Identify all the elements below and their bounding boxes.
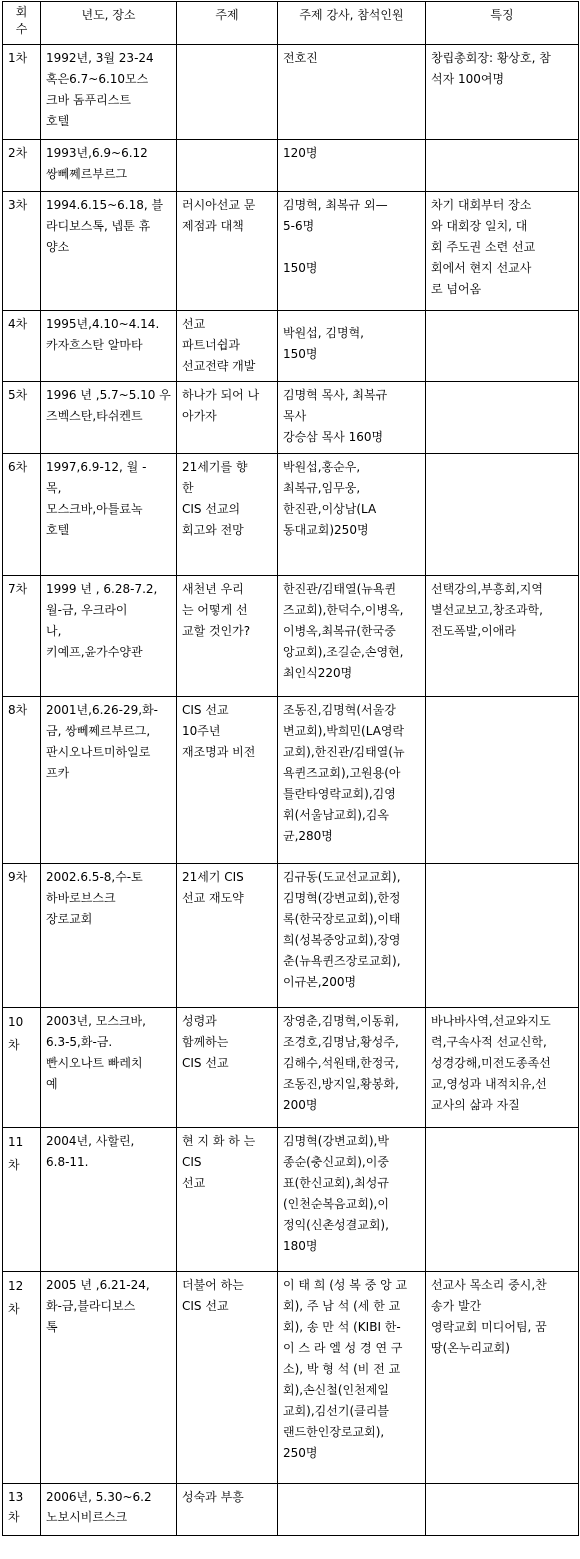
theme [177,45,278,140]
theme: 21세기를 향 한 CIS 선교의 회고와 전망 [177,454,278,576]
features [426,454,579,576]
theme: 새천년 우리 는 어떻게 선 교할 것인가? [177,576,278,697]
theme: CIS 선교 10주년 재조명과 비전 [177,697,278,864]
date-place: 1996 년 ,5.7~5.10 우 즈벡스탄,타쉬켄트 [41,382,177,454]
session-number: 7차 [3,576,41,697]
speakers-attendance: 김명혁 목사, 최복규 목사 강승삼 목사 160명 [278,382,426,454]
header-speakers-attendance: 주제 강사, 참석인원 [278,2,426,45]
session-number: 9차 [3,864,41,1008]
features [426,1128,579,1272]
speakers-attendance: 박원섭, 김명혁, 150명 [278,311,426,382]
table-row [3,1272,579,1484]
speakers-attendance: 김명혁(강변교회),박 종순(충신교회),이중 표(한신교회),최성규 (인천순복음교회),이 정익(신촌성결교회), 180명 [278,1128,426,1272]
session-number: 11 차 [3,1128,41,1272]
session-number: 4차 [3,311,41,382]
features: 창립총회장: 황상호, 참 석자 100여명 [426,45,579,140]
table-row [3,697,579,864]
date-place: 1993년,6.9~6.12 쌍뻬쩨르부르그 [41,140,177,192]
speakers-attendance: 전호진 [278,45,426,140]
theme: 더불어 하는 CIS 선교 [177,1272,278,1484]
features [426,864,579,1008]
theme: 선교 파트너쉽과 선교전략 개발 [177,311,278,382]
session-number: 1차 [3,45,41,140]
date-place: 1994.6.15~6.18, 블 라디보스톡, 넵툰 휴 양소 [41,192,177,311]
theme: 현 지 화 하 는 CIS 선교 [177,1128,278,1272]
features: 차기 대회부터 장소 와 대회장 일치, 대 회 주도권 소련 선교 회에서 현지 선교사 로 넘어옴 [426,192,579,311]
date-place: 1992년, 3월 23-24 혹은6.7~6.10모스 크바 돔푸리스트 호텔 [41,45,177,140]
features: 바나바사역,선교와지도 력,구속사적 선교신학, 성경강해,미전도종족선 교,영성과 내적치유,선 교사의 삶과 자질 [426,1008,579,1128]
theme [177,140,278,192]
session-number: 10 차 [3,1008,41,1128]
table-row [3,45,579,140]
speakers-attendance: 120명 [278,140,426,192]
date-place: 2005 년 ,6.21-24, 화-금,블라디보스 톡 [41,1272,177,1484]
features [426,140,579,192]
date-place: 2003년, 모스크바, 6.3-5,화-금. 빤시오나트 빠레치 예 [41,1008,177,1128]
speakers-attendance: 박원섭,홍순우, 최복규,임무웅, 한진관,이상남(LA 동대교회)250명 [278,454,426,576]
speakers-attendance: 조동진,김명혁(서울강 변교회),박희민(LA영락 교회),한진관/김태열(뉴 욕퀸즈교회),고원용(아 틀란타영락교회),김영 휘(서울남교회),김옥 균,280명 [278,697,426,864]
table-row [3,576,579,697]
date-place: 2002.6.5-8,수-토 하바로브스크 장로교회 [41,864,177,1008]
conference-history-table [2,1,579,1536]
table-row [3,864,579,1008]
header-theme: 주제 [177,2,278,45]
features [426,697,579,864]
theme: 하나가 되어 나 아가자 [177,382,278,454]
table-row [3,1008,579,1128]
features [426,311,579,382]
date-place: 1995년,4.10~4.14. 카자흐스탄 알마타 [41,311,177,382]
header-row [3,2,579,45]
date-place: 1999 년 , 6.28-7.2, 월-금, 우크라이 나, 키예프,윤가수양관 [41,576,177,697]
date-place: 2001년,6.26-29,화- 금, 쌍뻬쩨르부르그, 판시오나트미하일로 프카 [41,697,177,864]
date-place: 1997,6.9-12, 월 - 목, 모스크바,아틀료녹 호텔 [41,454,177,576]
header-features: 특징 [426,2,579,45]
session-number: 6차 [3,454,41,576]
session-number: 8차 [3,697,41,864]
features [426,1484,579,1536]
table-body [3,45,579,1536]
session-number: 3차 [3,192,41,311]
session-number: 12 차 [3,1272,41,1484]
theme: 21세기 CIS 선교 재도약 [177,864,278,1008]
session-number: 13 차 [3,1484,41,1536]
header-session-number: 회 수 [3,2,41,45]
theme: 러시아선교 문 제점과 대책 [177,192,278,311]
session-number: 2차 [3,140,41,192]
speakers-attendance: 한진관/김태열(뉴욕퀸 즈교회),한덕수,이병옥, 이병옥,최복규(한국중 앙교회),조길순,손영현, 최인식220명 [278,576,426,697]
features: 선교사 목소리 중시,찬 송가 발간 영락교회 미디어팀, 꿈 땅(온누리교회) [426,1272,579,1484]
speakers-attendance: 이 태 희 (성 복 중 앙 교 회), 주 남 석 (세 한 교 회), 송 만 석 (KIBI 한- 이 스 라 엘 성 경 연 구 소), 박 형 석 (비 전 교 회),손신철(인천제일 교회),김선기(클리블 랜드한인장로교회), 250명 [278,1272,426,1484]
table-row [3,1128,579,1272]
table-row [3,192,579,311]
features: 선택강의,부흥회,지역 별선교보고,창조과학, 전도폭발,이애라 [426,576,579,697]
theme: 성숙과 부흥 [177,1484,278,1536]
speakers-attendance [278,1484,426,1536]
table-row [3,454,579,576]
theme: 성령과 함께하는 CIS 선교 [177,1008,278,1128]
session-number: 5차 [3,382,41,454]
header-date-place: 년도, 장소 [41,2,177,45]
date-place: 2006년, 5.30~6.2 노보시비르스크 [41,1484,177,1536]
table-row [3,1484,579,1536]
table-row [3,140,579,192]
table-row [3,311,579,382]
speakers-attendance: 김명혁, 최복규 외— 5-6명 150명 [278,192,426,311]
table-row [3,382,579,454]
date-place: 2004년, 사할린, 6.8-11. [41,1128,177,1272]
speakers-attendance: 김규동(도교선교교회), 김명혁(강변교회),한정 록(한국장로교회),이태 희(성복중앙교회),장영 춘(뉴욕퀸즈장로교회), 이규본,200명 [278,864,426,1008]
features [426,382,579,454]
speakers-attendance: 장영춘,김명혁,이동휘, 조경호,김명남,황성주, 김해수,석원태,한정국, 조동진,방지일,황봉화, 200명 [278,1008,426,1128]
